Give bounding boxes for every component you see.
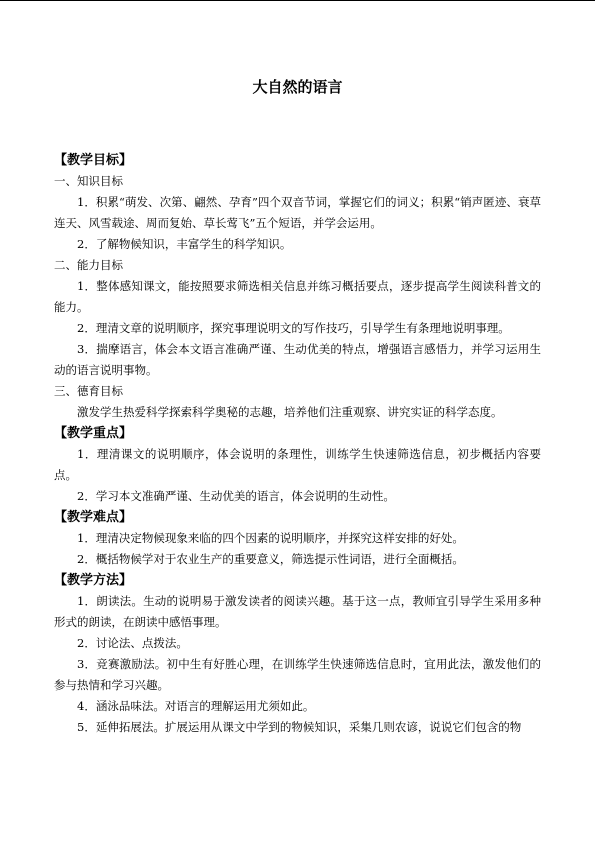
subsection-knowledge: 一、知识目标	[54, 174, 123, 188]
paragraph: 2．了解物候知识，丰富学生的科学知识。	[77, 237, 292, 251]
section-heading-goals: 【教学目标】	[54, 153, 133, 168]
document-title: 大自然的语言	[252, 78, 343, 96]
paragraph: 3．竞赛激励法。初中生有好胜心理，在训练学生快速筛选信息时，宜用此法，激发他们的参与热情和学习兴趣。	[54, 657, 541, 692]
paragraph: 1．理清决定物候现象来临的四个因素的说明顺序，并探究这样安排的好处。	[77, 531, 464, 545]
document-page	[54, 76, 541, 738]
paragraph: 激发学生热爱科学探索科学奥秘的志趣，培养他们注重观察、讲究实证的科学态度。	[77, 405, 503, 419]
top-border-line	[0, 0, 595, 1]
paragraph: 2．学习本文准确严谨、生动优美的语言，体会说明的生动性。	[77, 489, 395, 503]
paragraph: 3．揣摩语言，体会本文语言准确严谨、生动优美的特点，增强语言感悟力，并学习运用生动的语言说明事物。	[54, 342, 541, 377]
paragraph: 1．整体感知课文，能按照要求筛选相关信息并练习概括要点，逐步提高学生阅读科普文的能力。	[54, 279, 541, 314]
paragraph: 5．延伸拓展法。扩展运用从课文中学到的物候知识，采集几则农谚，说说它们包含的物	[77, 720, 522, 734]
section-heading-key-points: 【教学重点】	[54, 426, 133, 441]
paragraph: 2．理清文章的说明顺序，探究事理说明文的写作技巧，引导学生有条理地说明事理。	[77, 321, 510, 335]
subsection-moral: 三、德育目标	[54, 384, 123, 398]
paragraph: 2．概括物候学对于农业生产的重要意义，筛选提示性词语，进行全面概括。	[77, 552, 464, 566]
section-heading-difficulties: 【教学难点】	[54, 510, 133, 525]
paragraph: 2．讨论法、点拨法。	[77, 636, 188, 650]
section-heading-methods: 【教学方法】	[54, 573, 133, 588]
paragraph: 1．积累“萌发、次第、翩然、孕育”四个双音节词，掌握它们的词义；积累“销声匿迹、衰草连天、风雪载途、周而复始、草长莺飞”五个短语，并学会运用。	[54, 195, 541, 230]
paragraph: 1．理清课文的说明顺序，体会说明的条理性，训练学生快速筛选信息，初步概括内容要点。	[54, 447, 541, 482]
paragraph: 4．涵泳品味法。对语言的理解运用尤须如此。	[77, 699, 315, 713]
paragraph: 1．朗读法。生动的说明易于激发读者的阅读兴趣。基于这一点，教师宜引导学生采用多种形式的朗读，在朗读中感悟事理。	[54, 594, 541, 629]
subsection-ability: 二、能力目标	[54, 258, 123, 272]
